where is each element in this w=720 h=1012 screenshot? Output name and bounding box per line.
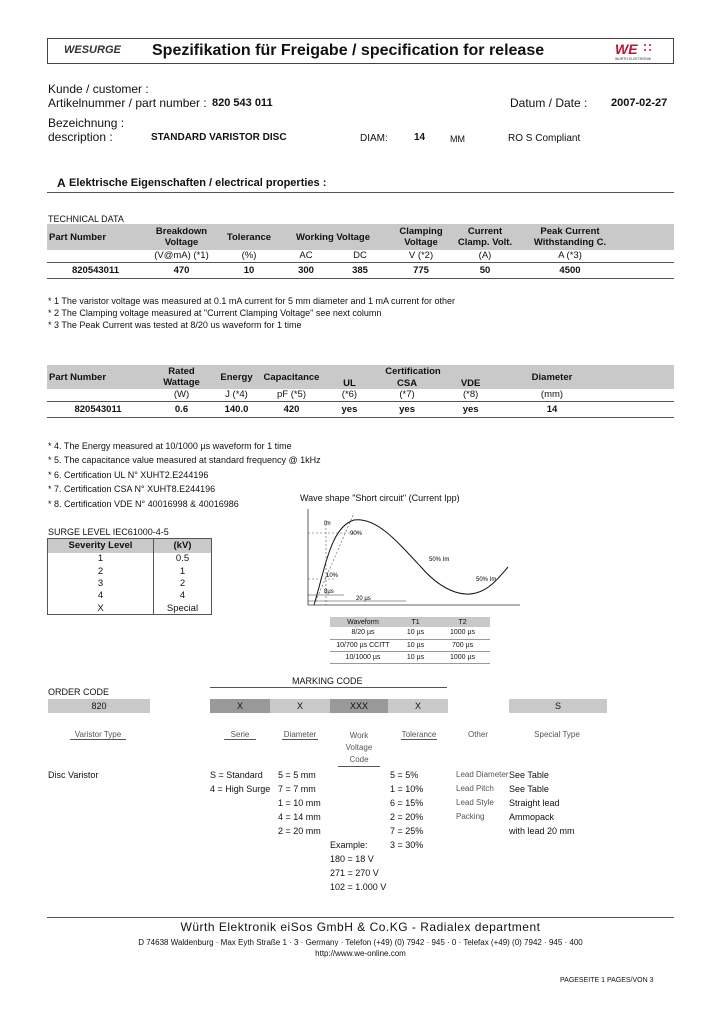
h-peak: Peak Current Withstanding C. (533, 226, 607, 248)
u-ac: AC (299, 250, 313, 262)
surge-kv: 0.5 (175, 553, 190, 565)
h-kv: (kV) (173, 540, 192, 552)
cell2-rated: 0.6 (174, 403, 189, 415)
other-value-list (509, 768, 575, 838)
surge-caption: SURGE LEVEL IEC61000-4-5 (48, 527, 169, 537)
cell2-ul: yes (341, 403, 358, 415)
wave-row-cell: 10 µs (406, 653, 425, 661)
diameter-item: 1 = 10 mm (278, 798, 321, 808)
cell2-part: 820543011 (74, 403, 122, 415)
cell2-diam: 14 (546, 403, 558, 415)
lbl-other: Other (467, 730, 488, 739)
other-label: Lead Style (456, 798, 494, 807)
serie-item: S = Standard (210, 770, 263, 780)
surge-level: X (48, 602, 154, 614)
u-breakdown: (V@mA) (*1) (154, 250, 209, 262)
tolerance-item: 3 = 30% (390, 840, 424, 850)
wave-row-cell: 10/700 µs CCITT (336, 641, 390, 649)
surge-kv: 2 (179, 577, 186, 589)
h-breakdown: Breakdown Voltage (155, 226, 208, 248)
tech-caption: TECHNICAL DATA (48, 214, 124, 224)
code-box-820: 820 (48, 699, 150, 713)
disc-varistor: Disc Varistor (48, 770, 99, 780)
cell-clamping: 775 (413, 264, 429, 276)
h2-part: Part Number (49, 371, 107, 383)
other-label-list (456, 768, 508, 824)
wave-table (330, 617, 490, 664)
h-current: Current Clamp. Volt. (457, 226, 513, 248)
h-clamping: Clamping Voltage (399, 226, 443, 248)
surge-kv: Special (166, 602, 199, 614)
diameter-item: 5 = 5 mm (278, 770, 316, 780)
footer-web[interactable]: http://www.we-online.com (315, 949, 406, 958)
voltage-list (330, 838, 386, 894)
tolerance-list (390, 768, 423, 852)
voltage-item: Example: (330, 840, 368, 850)
surge-level: 3 (48, 577, 154, 589)
cell2-cap: 420 (283, 403, 300, 415)
code-box-serie: X (210, 699, 270, 713)
surge-table (47, 538, 212, 615)
other-value: Straight lead (509, 798, 560, 808)
lbl-special-type: Special Type (534, 730, 580, 739)
u-tolerance: (%) (241, 250, 257, 262)
date-label: Datum / Date : (510, 96, 588, 110)
note-8: * 8. Certification VDE N° 40016998 & 40016986 (48, 498, 239, 509)
wave-row-cell: 8/20 µs (351, 629, 375, 637)
other-label: Lead Diameter (456, 770, 509, 779)
section-letter: A (57, 176, 66, 190)
wave-im: Im (324, 521, 331, 527)
tech-table-2 (47, 365, 674, 418)
surge-kv: 4 (179, 590, 186, 602)
cell-current: 50 (479, 264, 491, 276)
surge-kv: 1 (179, 565, 186, 577)
date-value: 2007-02-27 (611, 97, 668, 109)
wave-50r: 50% Im (476, 577, 497, 583)
designation-label: Bezeichnung : (48, 116, 125, 130)
wave-curve (314, 520, 508, 605)
diameter-list (278, 768, 321, 838)
h2-vde: VDE (460, 377, 481, 389)
u2-energy: J (*4) (225, 389, 248, 401)
footer-address: D 74638 Waldenburg · Max Eyth Straße 1 · 3 · Germany · Telefon (+49) (0) 7942 · 945 · 0 · Telefax (+49) (0) 7942 · 945 · 400 (138, 938, 583, 947)
h2-capacitance: Capacitance (263, 371, 320, 383)
u2-vde: (*8) (462, 389, 479, 401)
h2-energy: Energy (220, 371, 253, 383)
h-severity: Severity Level (48, 539, 154, 553)
other-value: Ammopack (509, 812, 555, 822)
wave-t8: 8µs (324, 589, 334, 595)
lbl-tolerance: Tolerance (401, 730, 437, 739)
title-bar (47, 38, 674, 64)
wave-row-cell: 10 µs (406, 629, 425, 637)
note-1: * 1 The varistor voltage was measured at 0.1 mA current for 5 mm diameter and 1 mA current for other (48, 296, 456, 306)
u2-ul: (*6) (341, 389, 358, 401)
u2-csa: (*7) (399, 389, 415, 401)
other-label: Lead Pitch (456, 784, 494, 793)
note-2: * 2 The Clamping voltage measured at "Current Clamping Voltage" see next column (48, 308, 382, 318)
h-working: Working Voltage (295, 231, 371, 243)
cell2-csa: yes (399, 403, 415, 415)
waveform-diagram (296, 505, 526, 617)
u-dc: DC (353, 250, 367, 262)
h2-rated: Rated Wattage (163, 366, 200, 388)
lbl-varistor-type: Varistor Type (70, 730, 126, 740)
wave-row-cell: 1000 µs (450, 653, 476, 661)
cell-tolerance: 10 (243, 264, 255, 276)
other-value: with lead 20 mm (509, 826, 575, 836)
footer-divider (47, 917, 674, 918)
surge-level: 4 (48, 590, 154, 602)
lbl-voltage-code: Work Voltage Code (338, 730, 380, 767)
notes-2 (48, 439, 321, 511)
marking-code-label: MARKING CODE (292, 676, 363, 686)
serie-item: 4 = High Surge (210, 784, 271, 794)
lbl-diameter: Diameter (283, 730, 317, 739)
note-3: * 3 The Peak Current was tested at 8/20 us waveform for 1 time (48, 320, 302, 330)
wh-waveform: Waveform (347, 618, 379, 626)
voltage-item: 271 = 270 V (330, 868, 379, 878)
brand-sub: WÜRTH ELEKTRONIK (615, 57, 652, 61)
other-value: See Table (509, 770, 549, 780)
note-5: * 5. The capacitance value measured at standard frequency @ 1kHz (48, 455, 321, 466)
wh-t2: T2 (458, 618, 467, 626)
wesurge-logo: WESURGE (64, 44, 121, 56)
wave-row-cell: 10 µs (406, 641, 425, 649)
section-title: Elektrische Eigenschaften / electrical properties : (69, 177, 327, 189)
cell-breakdown: 470 (173, 264, 190, 276)
h2-csa: CSA (397, 377, 418, 389)
customer-label: Kunde / customer : (48, 82, 149, 96)
wave-rise-line (314, 513, 354, 605)
diam-value: 14 (414, 132, 426, 143)
h2-cert: Certification (385, 365, 441, 377)
code-box-tolerance: X (388, 699, 448, 713)
cell2-vde: yes (462, 403, 479, 415)
u-clamping: V (*2) (408, 250, 434, 262)
note-6: * 6. Certification UL N° XUHT2.E244196 (48, 469, 209, 480)
lbl-serie: Serie (224, 730, 256, 740)
tolerance-item: 5 = 5% (390, 770, 419, 780)
h2-diameter: Diameter (531, 371, 573, 383)
wave-90: 90% (350, 531, 363, 537)
h-tolerance: Tolerance (226, 231, 272, 243)
wave-10: 10% (326, 573, 339, 579)
cell-part: 820543011 (71, 264, 120, 276)
section-a-header (47, 176, 674, 193)
u2-rated: (W) (173, 389, 190, 401)
tech-table (47, 224, 674, 279)
part-value: 820 543 011 (212, 97, 273, 109)
wave-t20: 20 µs (356, 596, 371, 602)
diam-label: DIAM: (360, 133, 388, 144)
tolerance-item: 1 = 10% (390, 784, 424, 794)
voltage-item: 180 = 18 V (330, 854, 374, 864)
wurth-logo-icon (615, 41, 659, 61)
h2-ul: UL (343, 377, 356, 389)
description-label: description : (48, 130, 113, 144)
notes-1 (48, 295, 455, 331)
wave-title: Wave shape "Short circuit" (Current Ipp) (300, 493, 460, 503)
serie-list (210, 768, 270, 796)
diam-unit: MM (450, 134, 465, 144)
u-peak: A (*3) (558, 250, 582, 262)
note-4: * 4. The Energy measured at 10/1000 µs waveform for 1 time (48, 441, 292, 451)
code-box-diameter: X (270, 699, 330, 713)
code-box-voltage: XXX (330, 699, 388, 713)
rohs-status: RO S Compliant (508, 133, 581, 144)
part-label: Artikelnummer / part number : (48, 96, 207, 110)
u-current: (A) (478, 250, 492, 262)
footer-company: Würth Elektronik eiSos GmbH & Co.KG - Radialex department (180, 920, 541, 934)
cell-dc: 385 (352, 264, 368, 276)
page-number: PAGESEITE 1 PAGES/VON 3 (560, 977, 654, 984)
other-label: Packing (456, 812, 485, 821)
h-part: Part Number (49, 231, 107, 243)
surge-level: 2 (48, 565, 154, 577)
tolerance-item: 6 = 15% (390, 798, 424, 808)
note-7: * 7. Certification CSA N° XUHT8.E244196 (48, 484, 216, 495)
u2-diam: (mm) (540, 389, 564, 401)
code-box-special: S (509, 699, 607, 713)
page-title: Spezifikation für Freigabe / specification for release (152, 42, 545, 59)
description-value: STANDARD VARISTOR DISC (151, 132, 287, 143)
wave-row-cell: 1000 µs (450, 629, 476, 637)
surge-level: 1 (48, 553, 154, 565)
diameter-item: 2 = 20 mm (278, 826, 321, 836)
cell-peak: 4500 (559, 264, 581, 276)
tolerance-item: 2 = 20% (390, 812, 424, 822)
wave-row-cell: 700 µs (451, 641, 474, 649)
order-code-label: ORDER CODE (48, 687, 110, 697)
svg-text:WE: WE (615, 41, 638, 57)
cell-ac: 300 (298, 264, 314, 276)
wave-50: 50% Im (429, 557, 450, 563)
marking-bracket (210, 687, 447, 688)
other-value: See Table (509, 784, 549, 794)
tolerance-item: 7 = 25% (390, 826, 424, 836)
wh-t1: T1 (411, 618, 420, 626)
cell2-energy: 140.0 (224, 403, 249, 415)
diameter-item: 7 = 7 mm (278, 784, 316, 794)
wave-row-cell: 10/1000 µs (345, 653, 381, 661)
u2-cap: pF (*5) (276, 389, 307, 401)
voltage-item: 102 = 1.000 V (330, 882, 387, 892)
diameter-item: 4 = 14 mm (278, 812, 321, 822)
